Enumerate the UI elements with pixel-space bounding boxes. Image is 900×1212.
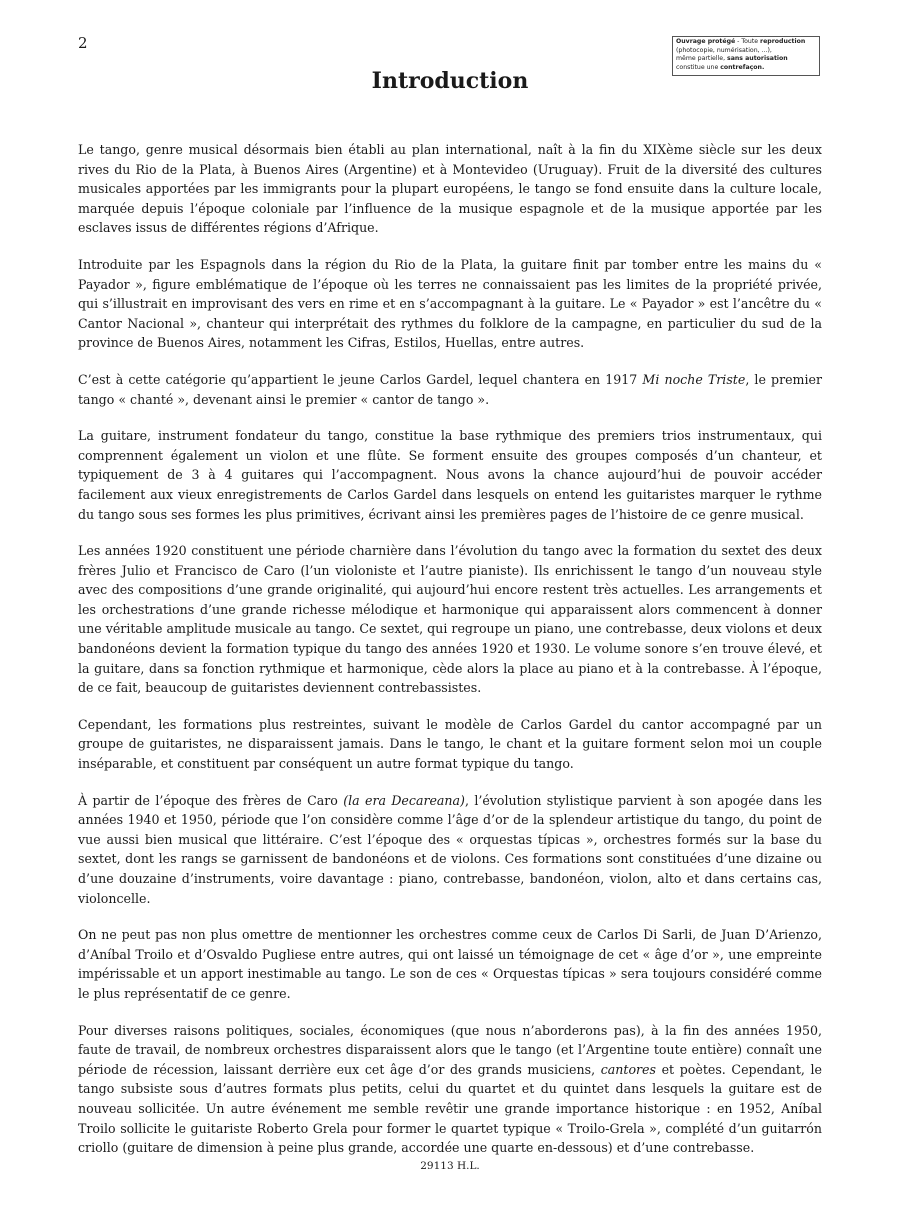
paragraph: Cependant, les formations plus restreintes, suivant le modèle de Carlos Gardel du cantor accompagné par un groupe de guitaristes, ne disparaissent jamais. Dans le tango, le chant et la guitare forment selon moi un couple inséparable, et constituent par conséquent un autre format typique du tango.: [78, 716, 822, 772]
stamp-text: Ouvrage protégé: [676, 38, 736, 45]
footer-reference: 29113 H.L.: [420, 1160, 480, 1172]
paragraph-text: et poètes. Cependant, le tango subsiste sous d’autres formats plus petits, celui du quartet et du quintet dans lesquels la guitare est de nouveau sollicitée. Un autre événement me semble revêtir une grande importance historique : en 1952, Aníbal Troilo sollicite le guitariste Roberto Grela pour former le quartet typique « Troilo-Grela », complété d’un guitarrón criollo (guitare de dimension à peine plus grande, accordée une quarte en-dessous) et d’une contrebasse.: [78, 1061, 822, 1156]
paragraph: On ne peut pas non plus omettre de mentionner les orchestres comme ceux de Carlos Di Sarli, de Juan D’Arienzo, d’Aníbal Troilo et d’Osvaldo Pugliese entre autres, qui ont laissé un témoignage de cet « âge d’or », une empreinte impérissable et un apport inestimable au tango. Le son de ces « Orquestas típicas » sera toujours considéré comme le plus représentatif de ce genre.: [78, 927, 822, 1001]
paragraph: Les années 1920 constituent une période charnière dans l’évolution du tango avec la formation du sextet des deux frères Julio et Francisco de Caro (l’un violoniste et l’autre pianiste). Ils enrichissent le tango d’un nouveau style avec des compositions d’une grande originalité, qui aujourd’hui encore restent très actuelles. Les arrangements et les orchestrations d’une grande richesse mélodique et harmonique qui apparaissent alors commencent à donner une véritable amplitude musicale au tango. Ce sextet, qui regroupe un piano, une contrebasse, deux violons et deux bandonéons devient la formation typique du tango des années 1920 et 1930. Le volume sonore s’en trouve élevé, et la guitare, dans sa fonction rythmique et harmonique, cède alors la place au piano et à la contrebasse. À l’époque, de ce fait, beaucoup de guitaristes deviennent contrebassistes.: [78, 543, 822, 696]
paragraph-text: C’est à cette catégorie qu’appartient le jeune Carlos Gardel, lequel chantera en 1917: [78, 371, 643, 387]
stamp-text: même partielle,: [676, 55, 728, 63]
paragraph: Le tango, genre musical désormais bien établi au plan international, naît à la fin du XIXème siècle sur les deux rives du Rio de la Plata, à Buenos Aires (Argentine) et à Montevideo (Uruguay). Fruit de la diversité des cultures musicales apportées par les immigrants pour la plupart européens, le tango se fond ensuite dans la culture locale, marquée depuis l’époque coloniale par l’influence de la musique espagnole et de la musique apportée par les esclaves issus de différentes régions d’Afrique.: [78, 142, 822, 236]
italic-term: (la era Decareana): [343, 792, 465, 808]
italic-term: cantores: [600, 1061, 656, 1077]
paragraph-text: Pour diverses raisons politiques, sociales, économiques (que nous n’aborderons pas), à la fin des années 1950, faute de travail, de nombreux orchestres disparaissent alors que le tango (et l’Argentine toute entière) connaît une période de récession, laissant derrière eux cet âge d’or des grands musiciens,: [78, 1022, 822, 1077]
song-title: Mi noche Triste: [642, 371, 746, 387]
stamp-text: constitue une: [676, 63, 721, 71]
paragraph-text: À partir de l’époque des frères de Caro: [78, 792, 344, 808]
page-title: Introduction: [371, 68, 529, 94]
stamp-text: (photocopie, numérisation, ...),: [676, 46, 772, 54]
stamp-text: - Toute: [735, 38, 761, 45]
stamp-text: sans autorisation: [727, 55, 788, 63]
paragraph-text: , l’évolution stylistique parvient à son apogée dans les années 1940 et 1950, période que l’on considère comme l’âge d’or de la splendeur artistique du tango, du point de vue aussi bien musical que littéraire. C’est l’époque des « orquestas típicas », orchestres formés sur la base du sextet, dont les rangs se garnissent de bandonéons et de violons. Ces formations sont constituées d’une dizaine ou d’une douzaine d’instruments, voire davantage : piano, contrebasse, bandonéon, violon, alto et dans certains cas, violoncelle.: [78, 792, 822, 906]
paragraph: [78, 370, 822, 409]
paragraph: [78, 1021, 822, 1158]
stamp-text: reproduction: [760, 38, 806, 45]
paragraph: La guitare, instrument fondateur du tango, constitue la base rythmique des premiers trios instrumentaux, qui comprennent également un violon et une flûte. Se forment ensuite des groupes composés d’un chanteur, et typiquement de 3 à 4 guitares qui l’accompagnent. Nous avons la chance aujourd’hui de pouvoir accéder facilement aux vieux enregistrements de Carlos Gardel dans lesquels on entend les guitaristes marquer le rythme du tango sous ses formes les plus primitives, écrivant ainsi les premières pages de l’histoire de ce genre musical.: [78, 428, 822, 522]
paragraph: Introduite par les Espagnols dans la région du Rio de la Plata, la guitare finit par tomber entre les mains du « Payador », figure emblématique de l’époque où les terres ne connaissaient pas les limites de la propriété privée, qui s’illustrait en improvisant des vers en rime et en s’accompagnant à la guitare. Le « Payador » est l’ancêtre du « Cantor Nacional », chanteur qui interprétait des rythmes du folklore de la campagne, en particulier du sud de la province de Buenos Aires, notamment les Cifras, Estilos, Huellas, entre autres.: [78, 256, 822, 351]
paragraph-text: , le premier tango « chanté », devenant ainsi le premier « cantor de tango ».: [78, 371, 823, 407]
page-number: 2: [78, 34, 88, 52]
paragraph: [78, 791, 822, 909]
body-text: [78, 140, 822, 1175]
stamp-text: contrefaçon.: [720, 63, 765, 71]
